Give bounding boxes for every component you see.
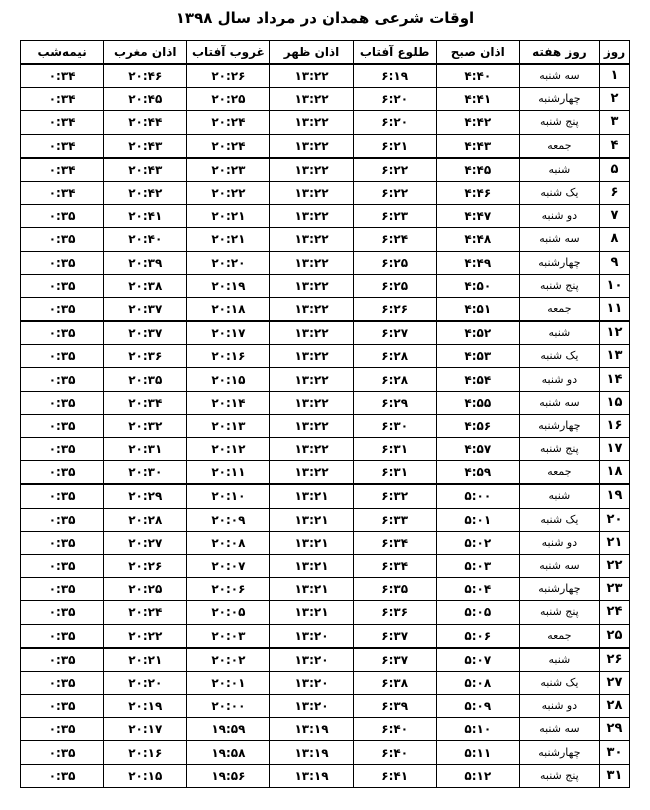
table-row bbox=[21, 438, 630, 461]
dhuhr-cell: ۱۳:۲۱ bbox=[270, 578, 353, 601]
midnight-cell: ۰:۳۴ bbox=[21, 134, 104, 158]
dhuhr-cell: ۱۳:۱۹ bbox=[270, 718, 353, 741]
sunrise-cell: ۶:۳۷ bbox=[353, 624, 436, 648]
fajr-cell: ۴:۴۸ bbox=[436, 228, 519, 251]
table-row bbox=[21, 741, 630, 764]
sunset-cell: ۲۰:۱۵ bbox=[187, 368, 270, 391]
sunrise-cell: ۶:۲۰ bbox=[353, 88, 436, 111]
fajr-cell: ۴:۴۵ bbox=[436, 158, 519, 182]
table-row bbox=[21, 181, 630, 204]
midnight-cell: ۰:۳۵ bbox=[21, 391, 104, 414]
sunrise-cell: ۶:۴۰ bbox=[353, 718, 436, 741]
midnight-cell: ۰:۳۵ bbox=[21, 531, 104, 554]
table-row bbox=[21, 228, 630, 251]
fajr-cell: ۵:۱۱ bbox=[436, 741, 519, 764]
table-row bbox=[21, 764, 630, 787]
weekday-cell: پنج شنبه bbox=[519, 438, 599, 461]
sunrise-cell: ۶:۲۷ bbox=[353, 321, 436, 345]
midnight-cell: ۰:۳۴ bbox=[21, 181, 104, 204]
weekday-cell: سه شنبه bbox=[519, 391, 599, 414]
day-cell: ۱۳ bbox=[599, 345, 629, 368]
maghrib-cell: ۲۰:۲۸ bbox=[104, 508, 187, 531]
maghrib-cell: ۲۰:۲۱ bbox=[104, 648, 187, 672]
day-cell: ۴ bbox=[599, 134, 629, 158]
dhuhr-cell: ۱۳:۲۲ bbox=[270, 205, 353, 228]
sunset-cell: ۲۰:۲۲ bbox=[187, 181, 270, 204]
table-row bbox=[21, 274, 630, 297]
weekday-cell: چهارشنبه bbox=[519, 251, 599, 274]
day-cell: ۳۰ bbox=[599, 741, 629, 764]
dhuhr-cell: ۱۳:۲۲ bbox=[270, 181, 353, 204]
table-row bbox=[21, 508, 630, 531]
sunrise-cell: ۶:۲۵ bbox=[353, 251, 436, 274]
table-row bbox=[21, 64, 630, 88]
sunset-cell: ۲۰:۲۶ bbox=[187, 64, 270, 88]
midnight-cell: ۰:۳۴ bbox=[21, 158, 104, 182]
table-row bbox=[21, 391, 630, 414]
sunrise-cell: ۶:۲۴ bbox=[353, 228, 436, 251]
table-row bbox=[21, 134, 630, 158]
day-cell: ۱۰ bbox=[599, 274, 629, 297]
maghrib-cell: ۲۰:۴۱ bbox=[104, 205, 187, 228]
weekday-cell: یک شنبه bbox=[519, 671, 599, 694]
weekday-cell: جمعه bbox=[519, 134, 599, 158]
sunrise-cell: ۶:۳۵ bbox=[353, 578, 436, 601]
sunrise-cell: ۶:۳۱ bbox=[353, 438, 436, 461]
maghrib-cell: ۲۰:۳۹ bbox=[104, 251, 187, 274]
maghrib-cell: ۲۰:۱۹ bbox=[104, 695, 187, 718]
sunset-cell: ۲۰:۲۴ bbox=[187, 111, 270, 134]
midnight-cell: ۰:۳۵ bbox=[21, 297, 104, 321]
sunset-cell: ۲۰:۱۳ bbox=[187, 414, 270, 437]
table-row bbox=[21, 531, 630, 554]
dhuhr-cell: ۱۳:۲۲ bbox=[270, 134, 353, 158]
day-cell: ۲۰ bbox=[599, 508, 629, 531]
dhuhr-cell: ۱۳:۲۲ bbox=[270, 274, 353, 297]
midnight-cell: ۰:۳۵ bbox=[21, 648, 104, 672]
day-cell: ۱۲ bbox=[599, 321, 629, 345]
sunset-cell: ۲۰:۱۷ bbox=[187, 321, 270, 345]
sunset-cell: ۲۰:۱۱ bbox=[187, 461, 270, 485]
sunset-cell: ۲۰:۲۵ bbox=[187, 88, 270, 111]
weekday-cell: دو شنبه bbox=[519, 531, 599, 554]
fajr-cell: ۵:۰۵ bbox=[436, 601, 519, 624]
midnight-cell: ۰:۳۵ bbox=[21, 205, 104, 228]
day-cell: ۱۵ bbox=[599, 391, 629, 414]
table-row bbox=[21, 345, 630, 368]
table-row bbox=[21, 88, 630, 111]
maghrib-cell: ۲۰:۲۷ bbox=[104, 531, 187, 554]
fajr-cell: ۵:۰۹ bbox=[436, 695, 519, 718]
sunset-cell: ۱۹:۵۸ bbox=[187, 741, 270, 764]
maghrib-cell: ۲۰:۴۲ bbox=[104, 181, 187, 204]
sunrise-cell: ۶:۲۶ bbox=[353, 297, 436, 321]
midnight-cell: ۰:۳۵ bbox=[21, 368, 104, 391]
midnight-cell: ۰:۳۵ bbox=[21, 321, 104, 345]
midnight-cell: ۰:۳۵ bbox=[21, 601, 104, 624]
fajr-cell: ۴:۴۹ bbox=[436, 251, 519, 274]
fajr-cell: ۴:۴۱ bbox=[436, 88, 519, 111]
table-row bbox=[21, 111, 630, 134]
weekday-cell: پنج شنبه bbox=[519, 274, 599, 297]
fajr-cell: ۴:۵۹ bbox=[436, 461, 519, 485]
weekday-cell: پنج شنبه bbox=[519, 111, 599, 134]
header-day: روز bbox=[599, 41, 629, 65]
table-row bbox=[21, 251, 630, 274]
dhuhr-cell: ۱۳:۲۲ bbox=[270, 368, 353, 391]
dhuhr-cell: ۱۳:۲۱ bbox=[270, 554, 353, 577]
dhuhr-cell: ۱۳:۲۲ bbox=[270, 414, 353, 437]
fajr-cell: ۴:۵۰ bbox=[436, 274, 519, 297]
fajr-cell: ۴:۵۴ bbox=[436, 368, 519, 391]
midnight-cell: ۰:۳۵ bbox=[21, 228, 104, 251]
midnight-cell: ۰:۳۵ bbox=[21, 741, 104, 764]
table-row bbox=[21, 158, 630, 182]
weekday-cell: دو شنبه bbox=[519, 695, 599, 718]
weekday-cell: شنبه bbox=[519, 158, 599, 182]
day-cell: ۹ bbox=[599, 251, 629, 274]
fajr-cell: ۵:۰۴ bbox=[436, 578, 519, 601]
weekday-cell: سه شنبه bbox=[519, 64, 599, 88]
fajr-cell: ۵:۰۳ bbox=[436, 554, 519, 577]
sunrise-cell: ۶:۳۰ bbox=[353, 414, 436, 437]
midnight-cell: ۰:۳۵ bbox=[21, 345, 104, 368]
sunrise-cell: ۶:۲۹ bbox=[353, 391, 436, 414]
dhuhr-cell: ۱۳:۲۲ bbox=[270, 88, 353, 111]
day-cell: ۵ bbox=[599, 158, 629, 182]
maghrib-cell: ۲۰:۳۶ bbox=[104, 345, 187, 368]
day-cell: ۲۷ bbox=[599, 671, 629, 694]
sunset-cell: ۱۹:۵۹ bbox=[187, 718, 270, 741]
maghrib-cell: ۲۰:۲۲ bbox=[104, 624, 187, 648]
day-cell: ۱۴ bbox=[599, 368, 629, 391]
dhuhr-cell: ۱۳:۲۱ bbox=[270, 531, 353, 554]
sunset-cell: ۲۰:۰۵ bbox=[187, 601, 270, 624]
fajr-cell: ۴:۴۲ bbox=[436, 111, 519, 134]
weekday-cell: یک شنبه bbox=[519, 508, 599, 531]
fajr-cell: ۴:۵۲ bbox=[436, 321, 519, 345]
day-cell: ۲۲ bbox=[599, 554, 629, 577]
dhuhr-cell: ۱۳:۲۰ bbox=[270, 624, 353, 648]
day-cell: ۳۱ bbox=[599, 764, 629, 787]
sunset-cell: ۲۰:۰۶ bbox=[187, 578, 270, 601]
weekday-cell: جمعه bbox=[519, 461, 599, 485]
table-row bbox=[21, 205, 630, 228]
maghrib-cell: ۲۰:۳۴ bbox=[104, 391, 187, 414]
day-cell: ۲ bbox=[599, 88, 629, 111]
day-cell: ۱۷ bbox=[599, 438, 629, 461]
day-cell: ۲۴ bbox=[599, 601, 629, 624]
sunrise-cell: ۶:۳۷ bbox=[353, 648, 436, 672]
midnight-cell: ۰:۳۵ bbox=[21, 414, 104, 437]
fajr-cell: ۴:۴۷ bbox=[436, 205, 519, 228]
maghrib-cell: ۲۰:۴۵ bbox=[104, 88, 187, 111]
sunset-cell: ۲۰:۰۹ bbox=[187, 508, 270, 531]
weekday-cell: شنبه bbox=[519, 484, 599, 508]
sunset-cell: ۲۰:۱۲ bbox=[187, 438, 270, 461]
fajr-cell: ۴:۴۰ bbox=[436, 64, 519, 88]
sunrise-cell: ۶:۲۵ bbox=[353, 274, 436, 297]
midnight-cell: ۰:۳۵ bbox=[21, 274, 104, 297]
weekday-cell: دو شنبه bbox=[519, 368, 599, 391]
maghrib-cell: ۲۰:۳۵ bbox=[104, 368, 187, 391]
dhuhr-cell: ۱۳:۲۲ bbox=[270, 438, 353, 461]
sunrise-cell: ۶:۳۱ bbox=[353, 461, 436, 485]
header-fajr: اذان صبح bbox=[436, 41, 519, 65]
sunrise-cell: ۶:۳۴ bbox=[353, 554, 436, 577]
fajr-cell: ۵:۱۲ bbox=[436, 764, 519, 787]
sunrise-cell: ۶:۳۳ bbox=[353, 508, 436, 531]
dhuhr-cell: ۱۳:۲۲ bbox=[270, 228, 353, 251]
maghrib-cell: ۲۰:۴۳ bbox=[104, 134, 187, 158]
maghrib-cell: ۲۰:۱۵ bbox=[104, 764, 187, 787]
midnight-cell: ۰:۳۴ bbox=[21, 111, 104, 134]
sunset-cell: ۲۰:۲۴ bbox=[187, 134, 270, 158]
day-cell: ۳ bbox=[599, 111, 629, 134]
fajr-cell: ۵:۰۸ bbox=[436, 671, 519, 694]
day-cell: ۲۵ bbox=[599, 624, 629, 648]
dhuhr-cell: ۱۳:۲۲ bbox=[270, 158, 353, 182]
day-cell: ۱۱ bbox=[599, 297, 629, 321]
dhuhr-cell: ۱۳:۱۹ bbox=[270, 764, 353, 787]
maghrib-cell: ۲۰:۴۳ bbox=[104, 158, 187, 182]
sunset-cell: ۲۰:۲۰ bbox=[187, 251, 270, 274]
dhuhr-cell: ۱۳:۲۲ bbox=[270, 111, 353, 134]
table-row bbox=[21, 368, 630, 391]
day-cell: ۶ bbox=[599, 181, 629, 204]
midnight-cell: ۰:۳۵ bbox=[21, 578, 104, 601]
day-cell: ۱۹ bbox=[599, 484, 629, 508]
midnight-cell: ۰:۳۴ bbox=[21, 88, 104, 111]
sunset-cell: ۲۰:۱۰ bbox=[187, 484, 270, 508]
header-midnight: نیمه‌شب bbox=[21, 41, 104, 65]
midnight-cell: ۰:۳۵ bbox=[21, 508, 104, 531]
fajr-cell: ۵:۰۶ bbox=[436, 624, 519, 648]
table-row bbox=[21, 297, 630, 321]
sunset-cell: ۲۰:۱۸ bbox=[187, 297, 270, 321]
weekday-cell: سه شنبه bbox=[519, 554, 599, 577]
table-row bbox=[21, 648, 630, 672]
midnight-cell: ۰:۳۵ bbox=[21, 624, 104, 648]
sunset-cell: ۲۰:۱۶ bbox=[187, 345, 270, 368]
weekday-cell: دو شنبه bbox=[519, 205, 599, 228]
fajr-cell: ۵:۰۷ bbox=[436, 648, 519, 672]
fajr-cell: ۴:۵۳ bbox=[436, 345, 519, 368]
dhuhr-cell: ۱۳:۲۲ bbox=[270, 64, 353, 88]
table-header-row bbox=[21, 41, 630, 65]
table-row bbox=[21, 461, 630, 485]
dhuhr-cell: ۱۳:۲۲ bbox=[270, 321, 353, 345]
sunrise-cell: ۶:۴۱ bbox=[353, 764, 436, 787]
table-row bbox=[21, 718, 630, 741]
weekday-cell: پنج شنبه bbox=[519, 764, 599, 787]
weekday-cell: چهارشنبه bbox=[519, 578, 599, 601]
midnight-cell: ۰:۳۵ bbox=[21, 438, 104, 461]
sunrise-cell: ۶:۲۳ bbox=[353, 205, 436, 228]
weekday-cell: یک شنبه bbox=[519, 345, 599, 368]
dhuhr-cell: ۱۳:۲۲ bbox=[270, 345, 353, 368]
dhuhr-cell: ۱۳:۲۲ bbox=[270, 461, 353, 485]
fajr-cell: ۴:۴۳ bbox=[436, 134, 519, 158]
midnight-cell: ۰:۳۵ bbox=[21, 671, 104, 694]
weekday-cell: جمعه bbox=[519, 624, 599, 648]
day-cell: ۲۱ bbox=[599, 531, 629, 554]
sunset-cell: ۲۰:۲۳ bbox=[187, 158, 270, 182]
maghrib-cell: ۲۰:۳۱ bbox=[104, 438, 187, 461]
day-cell: ۲۹ bbox=[599, 718, 629, 741]
weekday-cell: چهارشنبه bbox=[519, 414, 599, 437]
sunrise-cell: ۶:۲۰ bbox=[353, 111, 436, 134]
day-cell: ۱۶ bbox=[599, 414, 629, 437]
midnight-cell: ۰:۳۵ bbox=[21, 484, 104, 508]
weekday-cell: سه شنبه bbox=[519, 228, 599, 251]
fajr-cell: ۵:۱۰ bbox=[436, 718, 519, 741]
sunrise-cell: ۶:۳۴ bbox=[353, 531, 436, 554]
maghrib-cell: ۲۰:۲۹ bbox=[104, 484, 187, 508]
midnight-cell: ۰:۳۵ bbox=[21, 718, 104, 741]
dhuhr-cell: ۱۳:۲۱ bbox=[270, 601, 353, 624]
maghrib-cell: ۲۰:۴۰ bbox=[104, 228, 187, 251]
weekday-cell: چهارشنبه bbox=[519, 88, 599, 111]
table-row bbox=[21, 554, 630, 577]
midnight-cell: ۰:۳۵ bbox=[21, 554, 104, 577]
maghrib-cell: ۲۰:۱۷ bbox=[104, 718, 187, 741]
midnight-cell: ۰:۳۵ bbox=[21, 764, 104, 787]
sunset-cell: ۲۰:۱۴ bbox=[187, 391, 270, 414]
maghrib-cell: ۲۰:۴۴ bbox=[104, 111, 187, 134]
table-row bbox=[21, 671, 630, 694]
sunrise-cell: ۶:۳۲ bbox=[353, 484, 436, 508]
weekday-cell: شنبه bbox=[519, 321, 599, 345]
weekday-cell: چهارشنبه bbox=[519, 741, 599, 764]
header-sunrise: طلوع آفتاب bbox=[353, 41, 436, 65]
sunrise-cell: ۶:۲۸ bbox=[353, 368, 436, 391]
fajr-cell: ۵:۰۱ bbox=[436, 508, 519, 531]
maghrib-cell: ۲۰:۳۷ bbox=[104, 321, 187, 345]
weekday-cell: سه شنبه bbox=[519, 718, 599, 741]
day-cell: ۸ bbox=[599, 228, 629, 251]
sunrise-cell: ۶:۲۲ bbox=[353, 158, 436, 182]
prayer-times-table bbox=[20, 40, 630, 788]
header-weekday: روز هفته bbox=[519, 41, 599, 65]
maghrib-cell: ۲۰:۲۵ bbox=[104, 578, 187, 601]
sunset-cell: ۲۰:۰۱ bbox=[187, 671, 270, 694]
dhuhr-cell: ۱۳:۱۹ bbox=[270, 741, 353, 764]
table-row bbox=[21, 578, 630, 601]
sunset-cell: ۲۰:۱۹ bbox=[187, 274, 270, 297]
table-body bbox=[21, 64, 630, 787]
page-title: اوقات شرعی همدان در مرداد سال ۱۳۹۸ bbox=[175, 9, 475, 27]
maghrib-cell: ۲۰:۳۲ bbox=[104, 414, 187, 437]
midnight-cell: ۰:۳۴ bbox=[21, 64, 104, 88]
sunset-cell: ۱۹:۵۶ bbox=[187, 764, 270, 787]
sunrise-cell: ۶:۴۰ bbox=[353, 741, 436, 764]
fajr-cell: ۴:۵۱ bbox=[436, 297, 519, 321]
maghrib-cell: ۲۰:۱۶ bbox=[104, 741, 187, 764]
table-row bbox=[21, 695, 630, 718]
sunrise-cell: ۶:۲۸ bbox=[353, 345, 436, 368]
header-sunset: غروب آفتاب bbox=[187, 41, 270, 65]
maghrib-cell: ۲۰:۳۷ bbox=[104, 297, 187, 321]
weekday-cell: پنج شنبه bbox=[519, 601, 599, 624]
header-maghrib: اذان مغرب bbox=[104, 41, 187, 65]
day-cell: ۲۸ bbox=[599, 695, 629, 718]
dhuhr-cell: ۱۳:۲۰ bbox=[270, 695, 353, 718]
midnight-cell: ۰:۳۵ bbox=[21, 251, 104, 274]
table-row bbox=[21, 484, 630, 508]
dhuhr-cell: ۱۳:۲۱ bbox=[270, 508, 353, 531]
sunrise-cell: ۶:۱۹ bbox=[353, 64, 436, 88]
dhuhr-cell: ۱۳:۲۲ bbox=[270, 391, 353, 414]
dhuhr-cell: ۱۳:۲۰ bbox=[270, 671, 353, 694]
sunrise-cell: ۶:۳۶ bbox=[353, 601, 436, 624]
dhuhr-cell: ۱۳:۲۲ bbox=[270, 297, 353, 321]
sunset-cell: ۲۰:۰۰ bbox=[187, 695, 270, 718]
sunrise-cell: ۶:۳۹ bbox=[353, 695, 436, 718]
fajr-cell: ۴:۵۵ bbox=[436, 391, 519, 414]
midnight-cell: ۰:۳۵ bbox=[21, 695, 104, 718]
day-cell: ۱ bbox=[599, 64, 629, 88]
fajr-cell: ۴:۵۷ bbox=[436, 438, 519, 461]
sunset-cell: ۲۰:۲۱ bbox=[187, 228, 270, 251]
maghrib-cell: ۲۰:۴۶ bbox=[104, 64, 187, 88]
dhuhr-cell: ۱۳:۲۲ bbox=[270, 251, 353, 274]
maghrib-cell: ۲۰:۲۴ bbox=[104, 601, 187, 624]
table-row bbox=[21, 321, 630, 345]
dhuhr-cell: ۱۳:۲۰ bbox=[270, 648, 353, 672]
sunrise-cell: ۶:۳۸ bbox=[353, 671, 436, 694]
dhuhr-cell: ۱۳:۲۱ bbox=[270, 484, 353, 508]
maghrib-cell: ۲۰:۳۸ bbox=[104, 274, 187, 297]
sunset-cell: ۲۰:۰۷ bbox=[187, 554, 270, 577]
weekday-cell: جمعه bbox=[519, 297, 599, 321]
maghrib-cell: ۲۰:۲۶ bbox=[104, 554, 187, 577]
day-cell: ۲۶ bbox=[599, 648, 629, 672]
sunset-cell: ۲۰:۰۲ bbox=[187, 648, 270, 672]
fajr-cell: ۴:۵۶ bbox=[436, 414, 519, 437]
sunset-cell: ۲۰:۲۱ bbox=[187, 205, 270, 228]
weekday-cell: یک شنبه bbox=[519, 181, 599, 204]
maghrib-cell: ۲۰:۳۰ bbox=[104, 461, 187, 485]
fajr-cell: ۵:۰۰ bbox=[436, 484, 519, 508]
table-row bbox=[21, 414, 630, 437]
day-cell: ۷ bbox=[599, 205, 629, 228]
day-cell: ۱۸ bbox=[599, 461, 629, 485]
maghrib-cell: ۲۰:۲۰ bbox=[104, 671, 187, 694]
header-dhuhr: اذان ظهر bbox=[270, 41, 353, 65]
sunrise-cell: ۶:۲۲ bbox=[353, 181, 436, 204]
fajr-cell: ۵:۰۲ bbox=[436, 531, 519, 554]
day-cell: ۲۳ bbox=[599, 578, 629, 601]
fajr-cell: ۴:۴۶ bbox=[436, 181, 519, 204]
midnight-cell: ۰:۳۵ bbox=[21, 461, 104, 485]
table-row bbox=[21, 624, 630, 648]
sunrise-cell: ۶:۲۱ bbox=[353, 134, 436, 158]
sunset-cell: ۲۰:۰۸ bbox=[187, 531, 270, 554]
table-row bbox=[21, 601, 630, 624]
weekday-cell: شنبه bbox=[519, 648, 599, 672]
sunset-cell: ۲۰:۰۳ bbox=[187, 624, 270, 648]
